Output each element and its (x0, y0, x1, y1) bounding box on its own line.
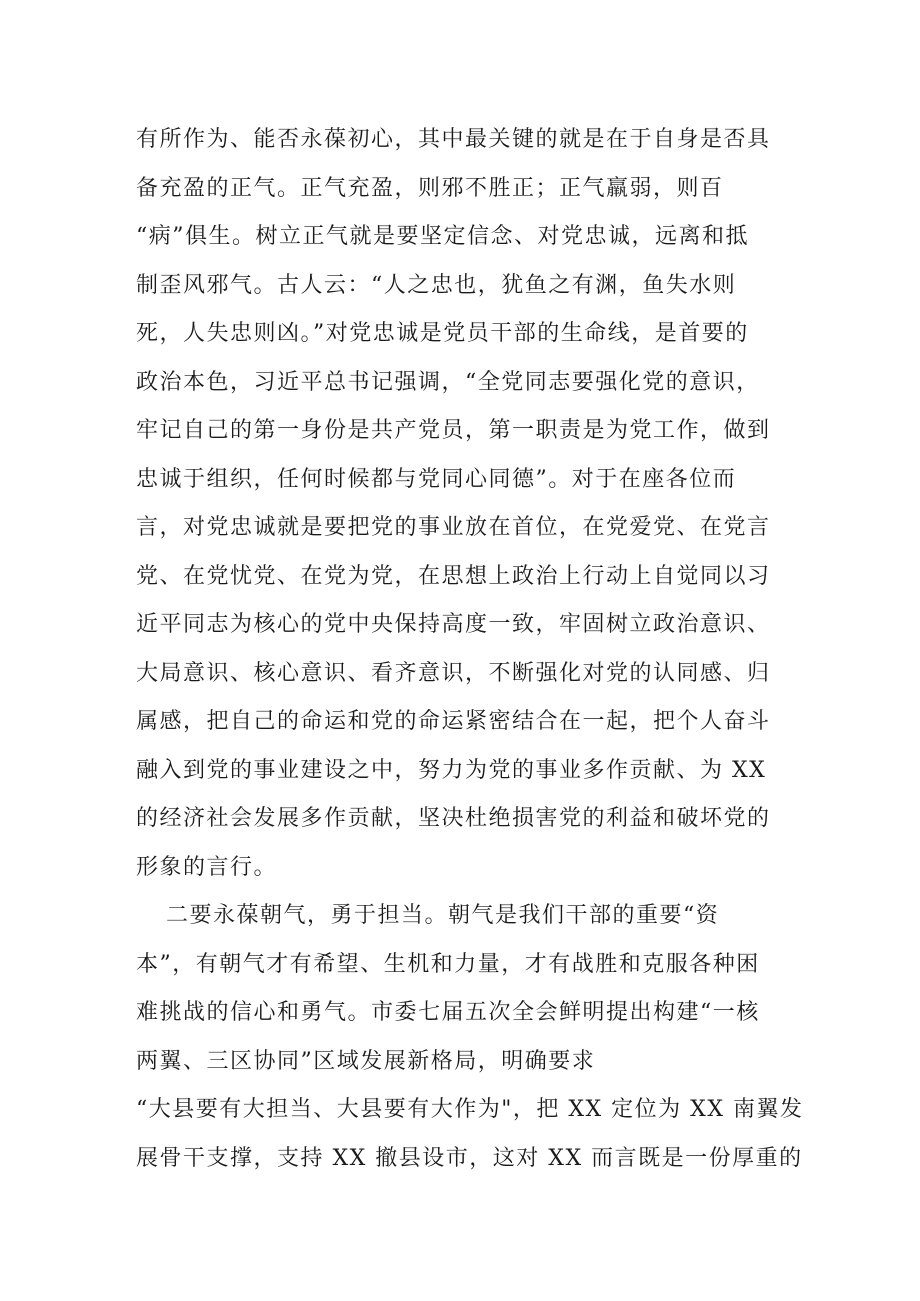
text-line: 形象的言行。 (136, 854, 278, 880)
text-line: 制歪风邪气。古人云：“人之忠也，犹鱼之有渊，鱼失水则 (136, 272, 737, 298)
text-line: 死，人失忠则凶。”对党忠诚是党员干部的生命线，是首要的 (136, 321, 749, 346)
text-line: 属感，把自己的命运和党的命运紧密结合在一起，把个人奋斗 (136, 709, 771, 734)
text-line: 本”，有朝气才有希望、生机和力量，才有战胜和克服各种困 (136, 951, 760, 977)
text-line: “大县要有大担当、大县要有大作为"，把 XX 定位为 XX 南翼发 (136, 1097, 804, 1122)
text-line: 牢记自己的第一身份是共产党员，第一职责是为党工作，做到 (136, 418, 771, 443)
text-line: 难挑战的信心和勇气。市委七届五次全会鲜明提出构建“一核 (136, 1000, 760, 1025)
text-line: 大局意识、核心意识、看齐意识，不断强化对党的认同感、归 (136, 660, 771, 686)
paragraph-start-line: 二要永葆朝气，勇于担当。朝气是我们干部的重要“资 (166, 903, 720, 928)
text-line: 忠诚于组织，任何时候都与党同心同德”。对于在座各位而 (136, 466, 737, 492)
text-line: “病”俱生。树立正气就是要坚定信念、对党忠诚，远离和抵 (136, 224, 749, 249)
text-line: 融入到党的事业建设之中，努力为党的事业多作贡献、为 XX (136, 757, 767, 783)
text-line: 近平同志为核心的党中央保持高度一致，牢固树立政治意识、 (136, 612, 771, 637)
text-line: 党、在党忧党、在党为党，在思想上政治上行动上自觉同以习 (136, 563, 771, 589)
text-line: 的经济社会发展多作贡献，坚决杜绝损害党的利益和破坏党的 (136, 806, 771, 831)
body-text (136, 116, 804, 1183)
text-line: 有所作为、能否永葆初心，其中最关键的就是在于自身是否具 (136, 127, 771, 152)
text-line: 展骨干支撑，支持 XX 撤县设市，这对 XX 而言既是一份厚重的 (136, 1145, 803, 1171)
text-line: 言，对党忠诚就是要把党的事业放在首位，在党爱党、在党言 (136, 515, 771, 540)
text-line: 政治本色，习近平总书记强调，“全党同志要强化党的意识， (136, 369, 760, 395)
text-line: 两翼、三区协同”区域发展新格局，明确要求 (136, 1048, 596, 1074)
text-line: 备充盈的正气。正气充盈，则邪不胜正；正气羸弱，则百 (136, 175, 724, 201)
